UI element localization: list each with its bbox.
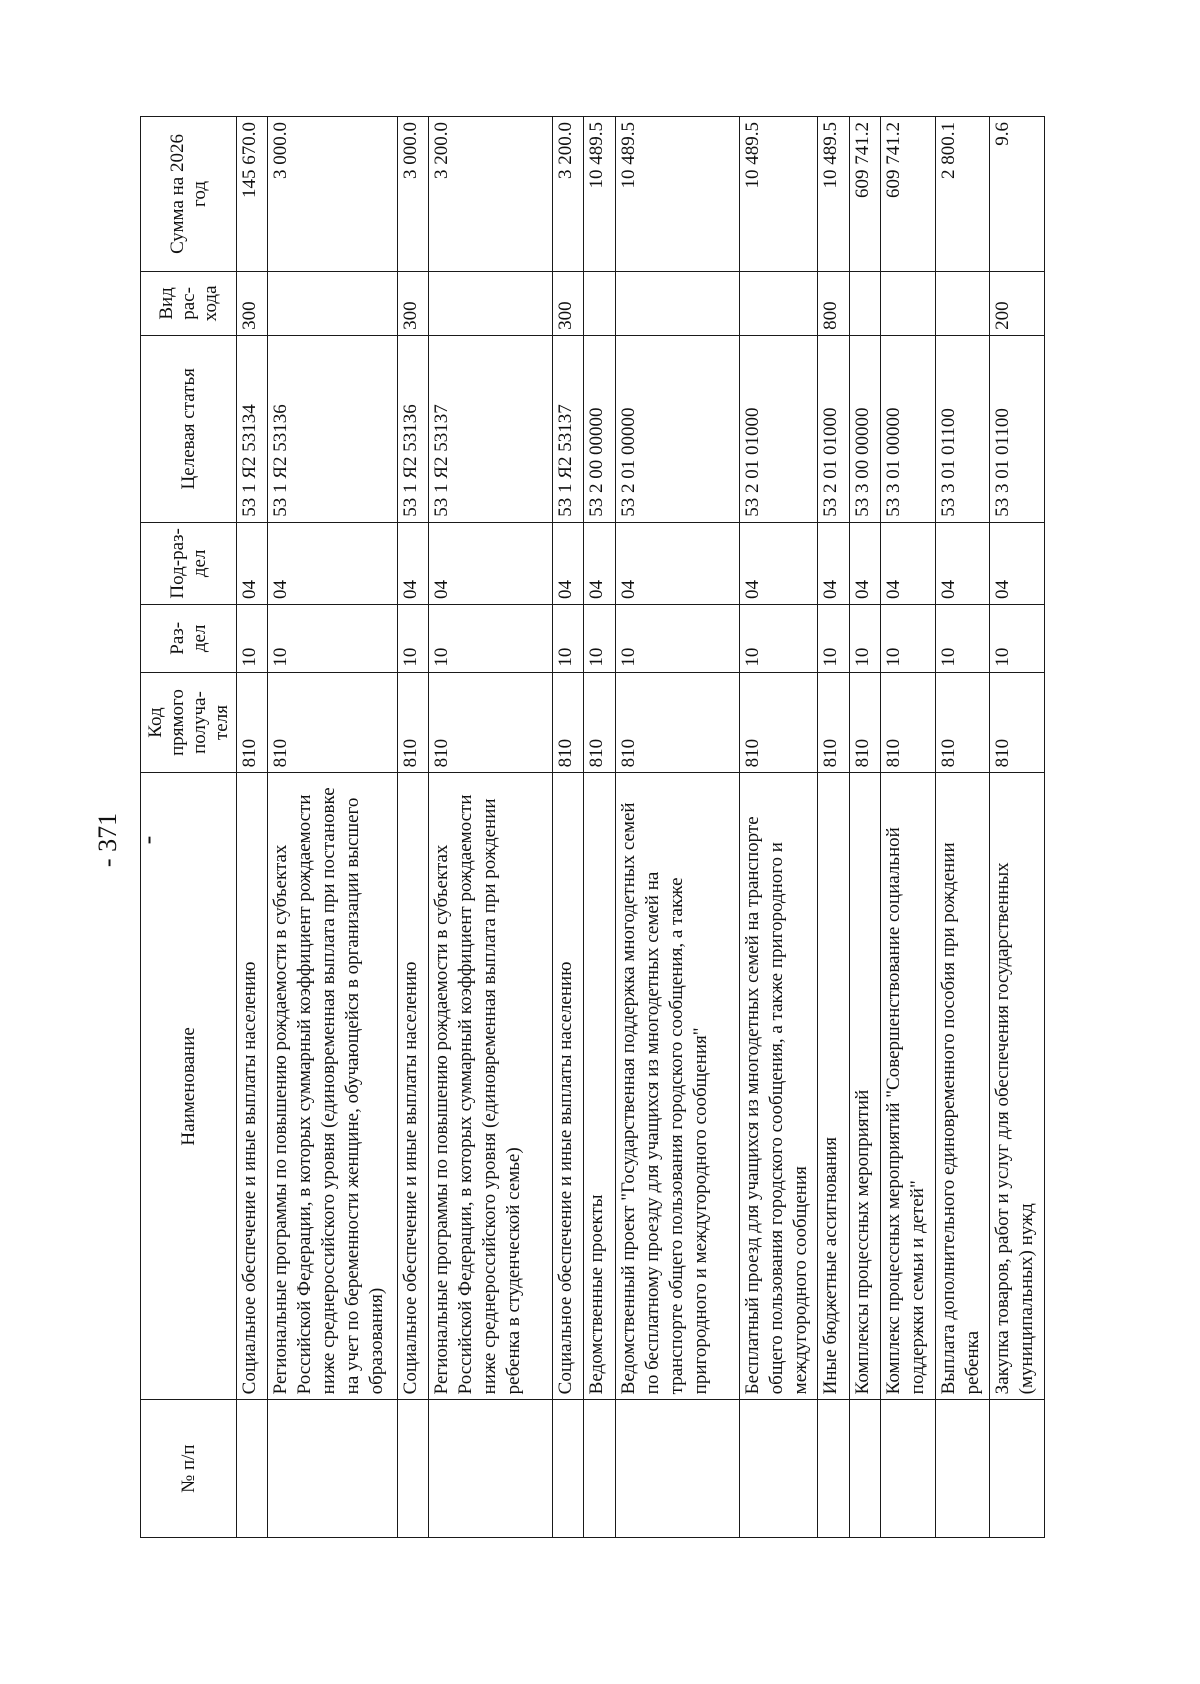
row-razdel: 10 (237, 605, 268, 673)
row-vid (739, 271, 818, 335)
row-vid (615, 271, 739, 335)
header-vid: Вид рас-хода (141, 271, 237, 335)
row-code: 810 (268, 672, 397, 773)
table-row (429, 117, 553, 1538)
header-code: Код прямого получа-теля (141, 672, 237, 773)
header-num: № п/п (141, 1400, 237, 1538)
row-name: Иные бюджетные ассигнования (818, 773, 849, 1400)
row-code: 810 (429, 672, 553, 773)
table-row (237, 117, 268, 1538)
row-razdel: 10 (881, 605, 936, 673)
row-vid (429, 271, 553, 335)
row-celevaya: 53 2 01 01000 (739, 335, 818, 522)
rotated-table-container (140, 116, 1045, 1538)
row-vid (849, 271, 880, 335)
row-name: Бесплатный проезд для учащихся из многодетных семей на транспорте общего пользования городского сообщения, а также пригородного и междугородного сообщения (739, 773, 818, 1400)
row-summa: 9.6 (990, 117, 1045, 272)
row-summa: 10 489.5 (739, 117, 818, 272)
row-num (990, 1400, 1045, 1538)
page-number: - 371 - (93, 812, 162, 868)
row-summa: 10 489.5 (818, 117, 849, 272)
row-summa: 145 670.0 (237, 117, 268, 272)
row-podrazdel: 04 (990, 522, 1045, 604)
table-row (990, 117, 1045, 1538)
row-summa: 10 489.5 (615, 117, 739, 272)
row-celevaya: 53 2 01 01000 (818, 335, 849, 522)
row-name: Социальное обеспечение и иные выплаты населению (237, 773, 268, 1400)
table-header-row (141, 117, 237, 1538)
row-code: 810 (615, 672, 739, 773)
table-body (237, 117, 1045, 1538)
table-row (584, 117, 615, 1538)
row-num (584, 1400, 615, 1538)
row-num (397, 1400, 428, 1538)
row-name: Ведомственный проект "Государственная поддержка многодетных семей по бесплатному проезду для учащихся из многодетных семей на транспорте общего пользования городского сообщения, а также пригородного и междугородного сообщения" (615, 773, 739, 1400)
row-num (739, 1400, 818, 1538)
header-podrazdel: Под-раз-дел (141, 522, 237, 604)
row-razdel: 10 (268, 605, 397, 673)
row-code: 810 (935, 672, 990, 773)
row-podrazdel: 04 (849, 522, 880, 604)
row-name: Региональные программы по повышению рождаемости в субъектах Российской Федерации, в которых суммарный коэффициент рождаемости ниже среднероссийского уровня (единовременная выплата при постановке на учет по беременности женщине, обучающейся в организации высшего образования) (268, 773, 397, 1400)
row-celevaya: 53 1 Я2 53137 (552, 335, 583, 522)
row-celevaya: 53 1 Я2 53136 (397, 335, 428, 522)
header-summa: Сумма на 2026 год (141, 117, 237, 272)
row-code: 810 (849, 672, 880, 773)
row-razdel: 10 (818, 605, 849, 673)
row-podrazdel: 04 (429, 522, 553, 604)
row-celevaya: 53 2 00 00000 (584, 335, 615, 522)
row-code: 810 (237, 672, 268, 773)
row-code: 810 (881, 672, 936, 773)
row-num (849, 1400, 880, 1538)
table-row (268, 117, 397, 1538)
row-code: 810 (584, 672, 615, 773)
row-podrazdel: 04 (397, 522, 428, 604)
row-num (615, 1400, 739, 1538)
row-summa: 2 800.1 (935, 117, 990, 272)
table-row (935, 117, 990, 1538)
row-vid (935, 271, 990, 335)
row-razdel: 10 (615, 605, 739, 673)
row-podrazdel: 04 (584, 522, 615, 604)
row-summa: 3 200.0 (552, 117, 583, 272)
row-summa: 3 200.0 (429, 117, 553, 272)
row-num (268, 1400, 397, 1538)
row-name: Выплата дополнительного единовременного пособия при рождении ребенка (935, 773, 990, 1400)
row-celevaya: 53 3 01 00000 (881, 335, 936, 522)
row-celevaya: 53 2 01 00000 (615, 335, 739, 522)
row-celevaya: 53 3 00 00000 (849, 335, 880, 522)
row-razdel: 10 (935, 605, 990, 673)
row-celevaya: 53 3 01 01100 (935, 335, 990, 522)
row-summa: 609 741.2 (849, 117, 880, 272)
budget-table (140, 116, 1045, 1538)
header-razdel: Раз-дел (141, 605, 237, 673)
row-summa: 3 000.0 (268, 117, 397, 272)
row-vid: 800 (818, 271, 849, 335)
row-razdel: 10 (739, 605, 818, 673)
row-num (237, 1400, 268, 1538)
table-row (881, 117, 936, 1538)
header-celevaya: Целевая статья (141, 335, 237, 522)
row-code: 810 (552, 672, 583, 773)
table-row (615, 117, 739, 1538)
row-vid: 300 (237, 271, 268, 335)
row-summa: 10 489.5 (584, 117, 615, 272)
row-podrazdel: 04 (615, 522, 739, 604)
row-podrazdel: 04 (237, 522, 268, 604)
row-podrazdel: 04 (552, 522, 583, 604)
row-summa: 609 741.2 (881, 117, 936, 272)
row-razdel: 10 (849, 605, 880, 673)
row-code: 810 (818, 672, 849, 773)
row-code: 810 (739, 672, 818, 773)
table-row (552, 117, 583, 1538)
row-vid (268, 271, 397, 335)
row-code: 810 (397, 672, 428, 773)
row-vid: 300 (552, 271, 583, 335)
row-num (881, 1400, 936, 1538)
row-name: Социальное обеспечение и иные выплаты населению (552, 773, 583, 1400)
row-celevaya: 53 1 Я2 53137 (429, 335, 553, 522)
row-code: 810 (990, 672, 1045, 773)
row-name: Социальное обеспечение и иные выплаты населению (397, 773, 428, 1400)
row-podrazdel: 04 (818, 522, 849, 604)
row-name: Региональные программы по повышению рождаемости в субъектах Российской Федерации, в которых суммарный коэффициент рождаемости ниже среднероссийского уровня (единовременная выплата при рождении ребенка в студенческой семье) (429, 773, 553, 1400)
row-name: Ведомственные проекты (584, 773, 615, 1400)
header-name: Наименование (141, 773, 237, 1400)
row-podrazdel: 04 (935, 522, 990, 604)
row-razdel: 10 (584, 605, 615, 673)
row-vid: 200 (990, 271, 1045, 335)
row-name: Комплекс процессных мероприятий "Совершенствование социальной поддержки семьи и детей" (881, 773, 936, 1400)
row-podrazdel: 04 (739, 522, 818, 604)
table-row (818, 117, 849, 1538)
table-row (739, 117, 818, 1538)
row-num (818, 1400, 849, 1538)
row-celevaya: 53 1 Я2 53134 (237, 335, 268, 522)
row-summa: 3 000.0 (397, 117, 428, 272)
row-name: Закупка товаров, работ и услуг для обеспечения государственных (муниципальных) нужд (990, 773, 1045, 1400)
row-razdel: 10 (429, 605, 553, 673)
row-vid (584, 271, 615, 335)
row-vid: 300 (397, 271, 428, 335)
row-razdel: 10 (397, 605, 428, 673)
row-name: Комплексы процессных мероприятий (849, 773, 880, 1400)
row-num (552, 1400, 583, 1538)
row-num (935, 1400, 990, 1538)
row-podrazdel: 04 (881, 522, 936, 604)
row-podrazdel: 04 (268, 522, 397, 604)
table-row (849, 117, 880, 1538)
row-vid (881, 271, 936, 335)
row-celevaya: 53 3 01 01100 (990, 335, 1045, 522)
row-num (429, 1400, 553, 1538)
row-celevaya: 53 1 Я2 53136 (268, 335, 397, 522)
row-razdel: 10 (990, 605, 1045, 673)
table-row (397, 117, 428, 1538)
row-razdel: 10 (552, 605, 583, 673)
